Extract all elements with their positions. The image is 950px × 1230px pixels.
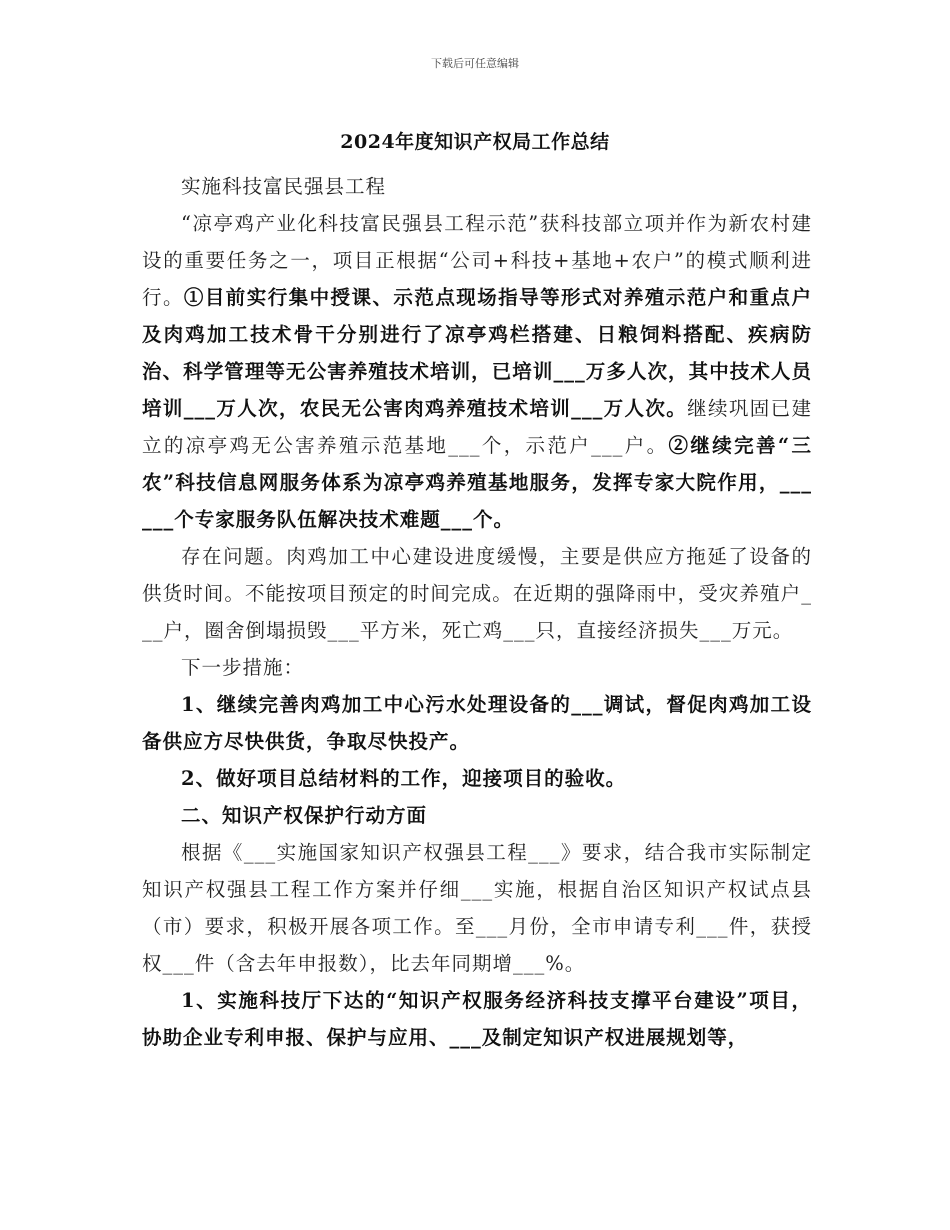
paragraph-project-intro [142, 205, 812, 538]
text-run: 根据《___实施国家知识产权强县工程___》要求，结合我市实际制定知识产权强县工程工作方案并仔细___实施，根据自治区知识产权试点县（市）要求，积极开展各项工作。至___月份，全市申请专利___件，获授权___件（含去年申报数），比去年同期增___%。 [142, 841, 812, 975]
paragraph-step-1 [142, 686, 812, 760]
paragraph-section-heading [142, 168, 812, 205]
text-run-bold: 2、做好项目总结材料的工作，迎接项目的验收。 [181, 767, 627, 790]
paragraph-section-2-heading [142, 797, 812, 834]
text-run: 下一步措施： [181, 656, 305, 679]
text-run-bold: 1、继续完善肉鸡加工中心污水处理设备的___调试，督促肉鸡加工设备供应方尽快供货，争取尽快投产。 [142, 693, 812, 753]
header-note: 下载后可任意编辑 [431, 57, 519, 70]
paragraph-ip-item-1 [142, 982, 812, 1056]
paragraph-next-steps-heading [142, 649, 812, 686]
paragraph-ip-protection [142, 834, 812, 982]
text-run: 存在问题。肉鸡加工中心建设进度缓慢，主要是供应方拖延了设备的供货时间。不能按项目预定的时间完成。在近期的强降雨中，受灾养殖户___户，圈舍倒塌损毁___平方米，死亡鸡___只，直接经济损失___万元。 [142, 545, 812, 642]
text-run: 实施科技富民强县工程 [181, 175, 387, 198]
document-body [142, 168, 812, 1056]
text-run-bold: ①目前实行集中授课、示范点现场指导等形式对养殖示范户和重点户及肉鸡加工技术骨干分别进行了凉亭鸡栏搭建、日粮饲料搭配、疾病防治、科学管理等无公害养殖技术培训，已培训___万多人次，其中技术人员培训___万人次，农民无公害肉鸡养殖技术培训___万人次。 [142, 286, 812, 420]
text-run-bold: 1、实施科技厅下达的“知识产权服务经济科技支撑平台建设”项目，协助企业专利申报、保护与应用、___及制定知识产权进展规划等， [142, 989, 812, 1049]
text-run-bold: 二、知识产权保护行动方面 [181, 804, 428, 827]
paragraph-problems [142, 538, 812, 649]
document-title: 2024年度知识产权局工作总结 [340, 131, 610, 153]
text-run-bold: ②继续完善“三农”科技信息网服务体系为凉亭鸡养殖基地服务，发挥专家大院作用，______个专家服务队伍解决技术难题___个。 [142, 434, 812, 531]
paragraph-step-2 [142, 760, 812, 797]
text-run: 继续巩固已建立的凉亭鸡无公害养殖示范基地___个，示范户___户。 [142, 397, 812, 457]
text-run: “凉亭鸡产业化科技富民强县工程示范”获科技部立项并作为新农村建设的重要任务之一，项目正根据“公司+科技+基地+农户”的模式顺利进行。 [142, 212, 812, 309]
